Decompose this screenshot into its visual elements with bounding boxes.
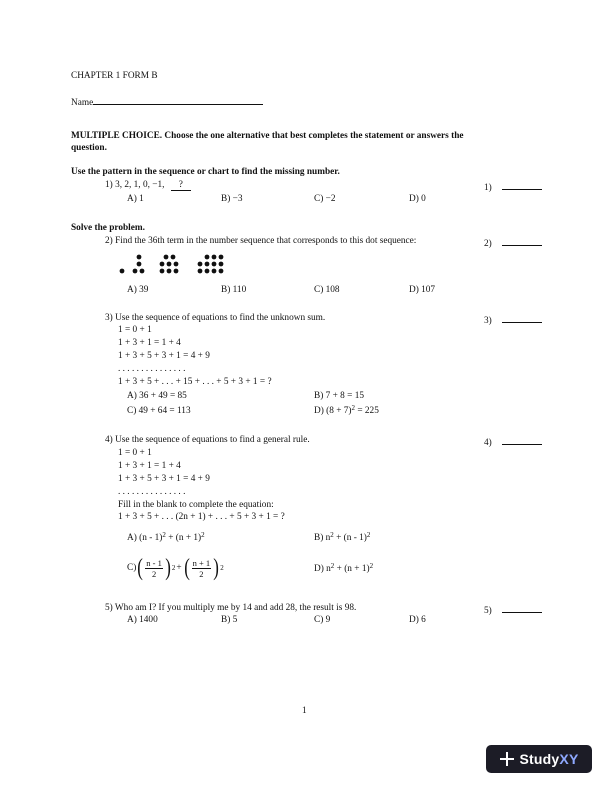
q3-choice-a[interactable]: A) 36 + 49 = 85: [127, 391, 187, 401]
q3-answer-line[interactable]: [484, 313, 542, 327]
instructions-line-2: question.: [71, 143, 107, 153]
q4-equation-line: . . . . . . . . . . . . . . .: [118, 487, 186, 497]
q3-equation-line: 1 = 0 + 1: [118, 325, 152, 335]
dot: [174, 269, 179, 274]
left-paren: (: [137, 555, 144, 581]
q3-equation-line: 1 + 3 + 1 = 1 + 4: [118, 338, 181, 348]
logo-wordmark: [520, 751, 579, 767]
q2-choice-a[interactable]: A) 39: [127, 285, 149, 295]
q3-choice-d[interactable]: [314, 406, 379, 417]
left-paren: (: [183, 555, 190, 581]
plus-icon: [500, 752, 514, 766]
q4-fill-instruction: Fill in the blank to complete the equation:: [118, 500, 274, 510]
q2-choice-c[interactable]: C) 108: [314, 285, 340, 295]
q4-equation-line: 1 + 3 + 5 + 3 + 1 = 4 + 9: [118, 474, 210, 484]
dot: [140, 269, 145, 274]
dot: [219, 255, 224, 260]
q4-choice-b-exp1: 2: [330, 531, 334, 539]
q4-stem: 4) Use the sequence of equations to find a general rule.: [105, 435, 310, 445]
fraction-numerator: n - 1: [146, 557, 162, 568]
fraction-numerator: n + 1: [192, 557, 211, 568]
dot: [205, 255, 210, 260]
q3-equation-line: 1 + 3 + 5 + . . . + 15 + . . . + 5 + 3 + 1 = ?: [118, 377, 272, 387]
q4-choice-a-exp1: 2: [162, 531, 166, 539]
q4-choice-b-exp2: 2: [366, 531, 371, 539]
fraction-denominator: 2: [151, 568, 157, 579]
instructions-line-1: MULTIPLE CHOICE. Choose the one alternative that best completes the statement or answers the: [71, 131, 464, 141]
dot: [167, 269, 172, 274]
right-paren: ): [165, 555, 171, 581]
page-number: 1: [302, 706, 307, 716]
q5-choice-a[interactable]: A) 1400: [127, 615, 158, 625]
q1-stem-text: 1) 3, 2, 1, 0, −1,: [105, 180, 165, 190]
q3-answer-blank[interactable]: [502, 313, 542, 323]
q4-choice-a-exp2: 2: [201, 531, 205, 539]
q4-choice-a-label: A): [127, 533, 140, 543]
dot: [219, 262, 224, 267]
dot: [137, 255, 142, 260]
q4-choice-d-exp2: 2: [369, 562, 374, 570]
fraction-denominator: 2: [199, 568, 204, 579]
q5-choice-b[interactable]: B) 5: [221, 615, 238, 625]
q3-answer-number: 3): [484, 316, 492, 326]
q1-missing-blank: ?: [171, 181, 191, 191]
dot: [212, 255, 217, 260]
dot: [212, 262, 217, 267]
q2-answer-number: 2): [484, 239, 492, 249]
dot: [120, 269, 125, 274]
q1-stem: [105, 180, 191, 191]
q3-choice-d-base: D) (8 + 7): [314, 406, 352, 416]
q5-answer-blank[interactable]: [502, 603, 542, 613]
q5-answer-line[interactable]: [484, 603, 542, 617]
dot: [205, 269, 210, 274]
dot: [160, 262, 165, 267]
q4-choice-b-term2: + (n - 1): [333, 533, 367, 543]
fraction: [145, 558, 163, 579]
dot: [171, 255, 176, 260]
q1-answer-number: 1): [484, 183, 492, 193]
dot: [198, 262, 203, 267]
dot: [137, 262, 142, 267]
q3-choice-d-exponent: 2: [351, 404, 356, 412]
q4-answer-line[interactable]: [484, 435, 542, 449]
q4-choice-d-term2: + (n + 1): [334, 564, 370, 574]
q3-choice-d-result: = 225: [355, 406, 379, 416]
q4-choice-a-term1: (n - 1): [139, 533, 163, 543]
q4-answer-number: 4): [484, 438, 492, 448]
dot: [198, 269, 203, 274]
q3-stem: 3) Use the sequence of equations to find the unknown sum.: [105, 313, 326, 323]
q3-choice-b[interactable]: B) 7 + 8 = 15: [314, 391, 364, 401]
q3-choice-c[interactable]: C) 49 + 64 = 113: [127, 406, 191, 416]
dot: [212, 269, 217, 274]
q3-equation-line: . . . . . . . . . . . . . . .: [118, 364, 186, 374]
q4-answer-blank[interactable]: [502, 435, 542, 445]
q2-choice-b[interactable]: B) 110: [221, 285, 247, 295]
q5-choice-d[interactable]: D) 6: [409, 615, 426, 625]
dot-sequence-figure: [118, 254, 230, 276]
q4-choice-b-label: B): [314, 533, 326, 543]
q1-choice-b[interactable]: B) −3: [221, 194, 243, 204]
right-paren: ): [213, 555, 219, 581]
fraction: [192, 558, 212, 579]
dot: [219, 269, 224, 274]
q2-choice-d[interactable]: D) 107: [409, 285, 436, 295]
q2-answer-line[interactable]: [484, 236, 542, 250]
q4-choice-d-exp1: 2: [330, 562, 335, 570]
q4-choice-a-term2: + (n + 1): [165, 533, 202, 543]
name-line[interactable]: [71, 95, 263, 109]
studyxy-logo[interactable]: [486, 745, 592, 773]
section-1-heading: Use the pattern in the sequence or chart to find the missing number.: [71, 167, 340, 177]
q1-answer-blank[interactable]: [502, 180, 542, 190]
chapter-heading: CHAPTER 1 FORM B: [71, 71, 158, 81]
dot: [133, 269, 138, 274]
q4-choice-c-plus: +: [176, 562, 182, 573]
name-blank[interactable]: [93, 95, 263, 105]
dot: [164, 255, 169, 260]
dot: [205, 262, 210, 267]
dot: [160, 269, 165, 274]
name-label: Name: [71, 98, 94, 108]
q4-choice-b[interactable]: [314, 533, 370, 544]
q5-choice-c[interactable]: C) 9: [314, 615, 331, 625]
q4-choice-b-term1: n: [325, 533, 331, 543]
dot: [167, 262, 172, 267]
q1-choice-d[interactable]: D) 0: [409, 194, 426, 204]
q3-equation-line: 1 + 3 + 5 + 3 + 1 = 4 + 9: [118, 351, 210, 361]
q5-answer-number: 5): [484, 606, 492, 616]
q4-choice-a[interactable]: [127, 533, 205, 544]
q1-answer-line[interactable]: [484, 180, 542, 194]
q4-equation: 1 + 3 + 5 + . . . (2n + 1) + . . . + 5 + 3 + 1 = ?: [118, 512, 285, 522]
q1-choice-c[interactable]: C) −2: [314, 194, 336, 204]
q4-equation-line: 1 = 0 + 1: [118, 448, 152, 458]
q1-choice-a[interactable]: A) 1: [127, 194, 144, 204]
q4-choice-d-label: D): [314, 564, 327, 574]
q5-stem: 5) Who am I? If you multiply me by 14 and add 28, the result is 98.: [105, 603, 357, 613]
logo-main-text: Study: [519, 751, 560, 767]
dot: [174, 262, 179, 267]
q2-stem: 2) Find the 36th term in the number sequence that corresponds to this dot sequence:: [105, 236, 417, 246]
q4-choice-d-term1: n: [326, 564, 331, 574]
q2-answer-blank[interactable]: [502, 236, 542, 246]
q4-choice-c-label: C): [127, 562, 137, 573]
q4-choice-c[interactable]: C) ( $\frac{n - 1}{2}$ ) 2 + ( $\frac{n + 1}{2}$ ) 2: [127, 555, 224, 581]
dot-sequence-svg: [118, 254, 230, 276]
logo-accent-text: XY: [559, 751, 579, 767]
q4-choice-d[interactable]: [314, 564, 373, 575]
section-2-heading: Solve the problem.: [71, 223, 145, 233]
q4-equation-line: 1 + 3 + 1 = 1 + 4: [118, 461, 181, 471]
